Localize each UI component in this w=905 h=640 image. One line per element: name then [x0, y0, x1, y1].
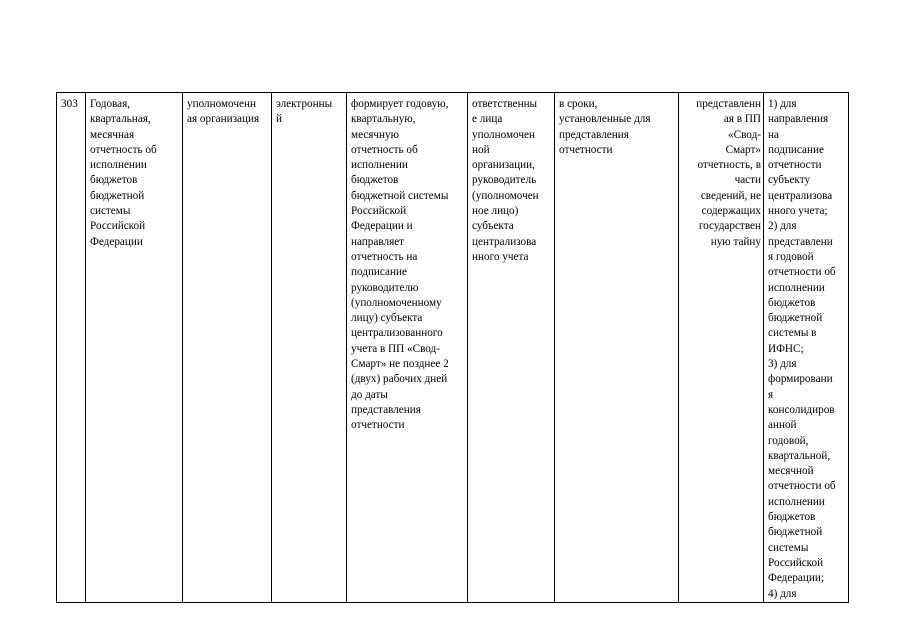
purpose-cell: 1) для направления на подписание отчетности субъекту централизова нного учета; 2) для представлени я годовой отчетности об исполнении бюджетов бюджетной системы в ИФНС; 3) для формировани я консолидиров анной годовой, квартальной, месячной отчетности об исполнении бюджетов бюджетной системы Российской Федерации; 4) для: [764, 93, 849, 603]
result-cell: представленн ая в ПП «Свод- Смарт» отчетность, в части сведений, не содержащих государствен ную тайну: [679, 93, 764, 603]
responsible-org-cell: уполномоченн ая организация: [183, 93, 272, 603]
row-number-cell: 303: [57, 93, 86, 603]
table-row: [57, 93, 849, 603]
document-form-cell: электронны й: [272, 93, 347, 603]
regulation-table: [56, 92, 849, 603]
deadline-cell: в сроки, установленные для представления отчетности: [555, 93, 679, 603]
document-name-cell: Годовая, квартальная, месячная отчетность об исполнении бюджетов бюджетной системы Российской Федерации: [86, 93, 183, 603]
responsible-persons-cell: ответственны е лица уполномочен ной организации, руководитель (уполномочен ное лицо) субъекта централизова нного учета: [468, 93, 555, 603]
actions-cell: формирует годовую, квартальную, месячную отчетность об исполнении бюджетов бюджетной системы Российской Федерации и направляет отчетность на подписание руководителю (уполномоченному лицу) субъекта централизованного учета в ПП «Свод- Смарт» не позднее 2 (двух) рабочих дней до даты представления отчетности: [347, 93, 468, 603]
